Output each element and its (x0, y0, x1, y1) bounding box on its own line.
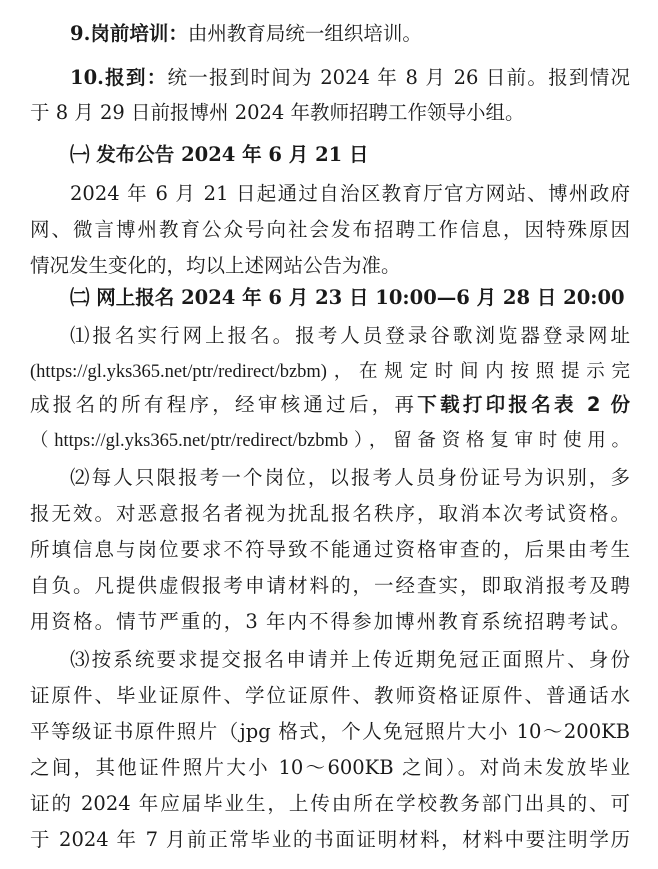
section-2-title: ㈡ 网上报名 (70, 286, 175, 309)
text-line-19: 证原件、毕业证原件、学位证原件、教师资格证原件、普通话水 (30, 684, 630, 707)
text-line-5: 2024 年 6 月 21 日起通过自治区教育厅官方网站、博州政府 (70, 182, 630, 205)
item-10-text: 统一报到时间为 2024 年 8 月 26 日前。报到情况 (167, 66, 630, 89)
text-line-15: 所填信息与岗位要求不符导致不能通过资格审查的，后果由考生 (30, 538, 630, 561)
text-line-20: 平等级证书原件照片（jpg 格式，个人免冠照片大小 10～200KB (30, 720, 630, 743)
text-line-18: ⑶按系统要求提交报名申请并上传近期免冠正面照片、身份 (70, 648, 630, 671)
text-line-13: ⑵每人只限报考一个岗位，以报考人员身份证号为识别，多 (70, 466, 630, 489)
text-line-7: 情况发生变化的，均以上述网站公告为准。 (30, 254, 401, 277)
section-1-title: ㈠ 发布公告 (70, 143, 175, 166)
text-line-23: 于 2024 年 7 月前正常毕业的书面证明材料，材料中要注明学历 (30, 828, 630, 851)
section-2-date: 2024 年 6 月 23 日 10:00—6 月 28 日 20:00 (174, 286, 625, 309)
text-line-16: 自负。凡提供虚假报考申请材料的，一经查实，即取消报考及聘 (30, 574, 630, 597)
text-line-10: (https://gl.yks365.net/ptr/redirect/bzbm)，在规定时间内按照提示完 (30, 362, 630, 382)
text-line-21: 之间，其他证件照片大小 10～600KB 之间）。对尚未发放毕业 (30, 756, 630, 779)
item-9-label: 9.岗前培训： (70, 22, 188, 45)
item-9-training (70, 18, 630, 50)
section-1-date: 2024 年 6 月 21 日 (174, 143, 369, 166)
section-1-heading (70, 139, 630, 171)
text-line-9: ⑴报名实行网上报名。报考人员登录谷歌浏览器登录网址 (70, 324, 630, 347)
text-line-14: 报无效。对恶意报名者视为扰乱报名秩序，取消本次考试资格。 (30, 502, 630, 525)
item-10-label: 10.报到： (70, 66, 168, 89)
text-line-6: 网、微言博州教育公众号向社会发布招聘工作信息，因特殊原因 (30, 218, 630, 241)
item-10-report (70, 62, 630, 94)
section-2-heading (70, 282, 630, 314)
text-line-17: 用资格。情节严重的，3 年内不得参加博州教育系统招聘考试。 (30, 610, 630, 633)
download-print-notice: 下载打印报名表 2 份 (417, 393, 630, 416)
text-line-22: 证的 2024 年应届毕业生，上传由所在学校教务部门出具的、可 (30, 792, 630, 815)
text-line-12: （https://gl.yks365.net/ptr/redirect/bzbmb），留备资格复审时使用。 (30, 431, 630, 451)
item-9-text: 由州教育局统一组织培训。 (187, 22, 422, 45)
text-line-11: 成报名的所有程序，经审核通过后，再下载打印报名表 2 份 (30, 393, 630, 416)
text-line-3: 于 8 月 29 日前报博州 2024 年教师招聘工作领导小组。 (30, 101, 525, 124)
